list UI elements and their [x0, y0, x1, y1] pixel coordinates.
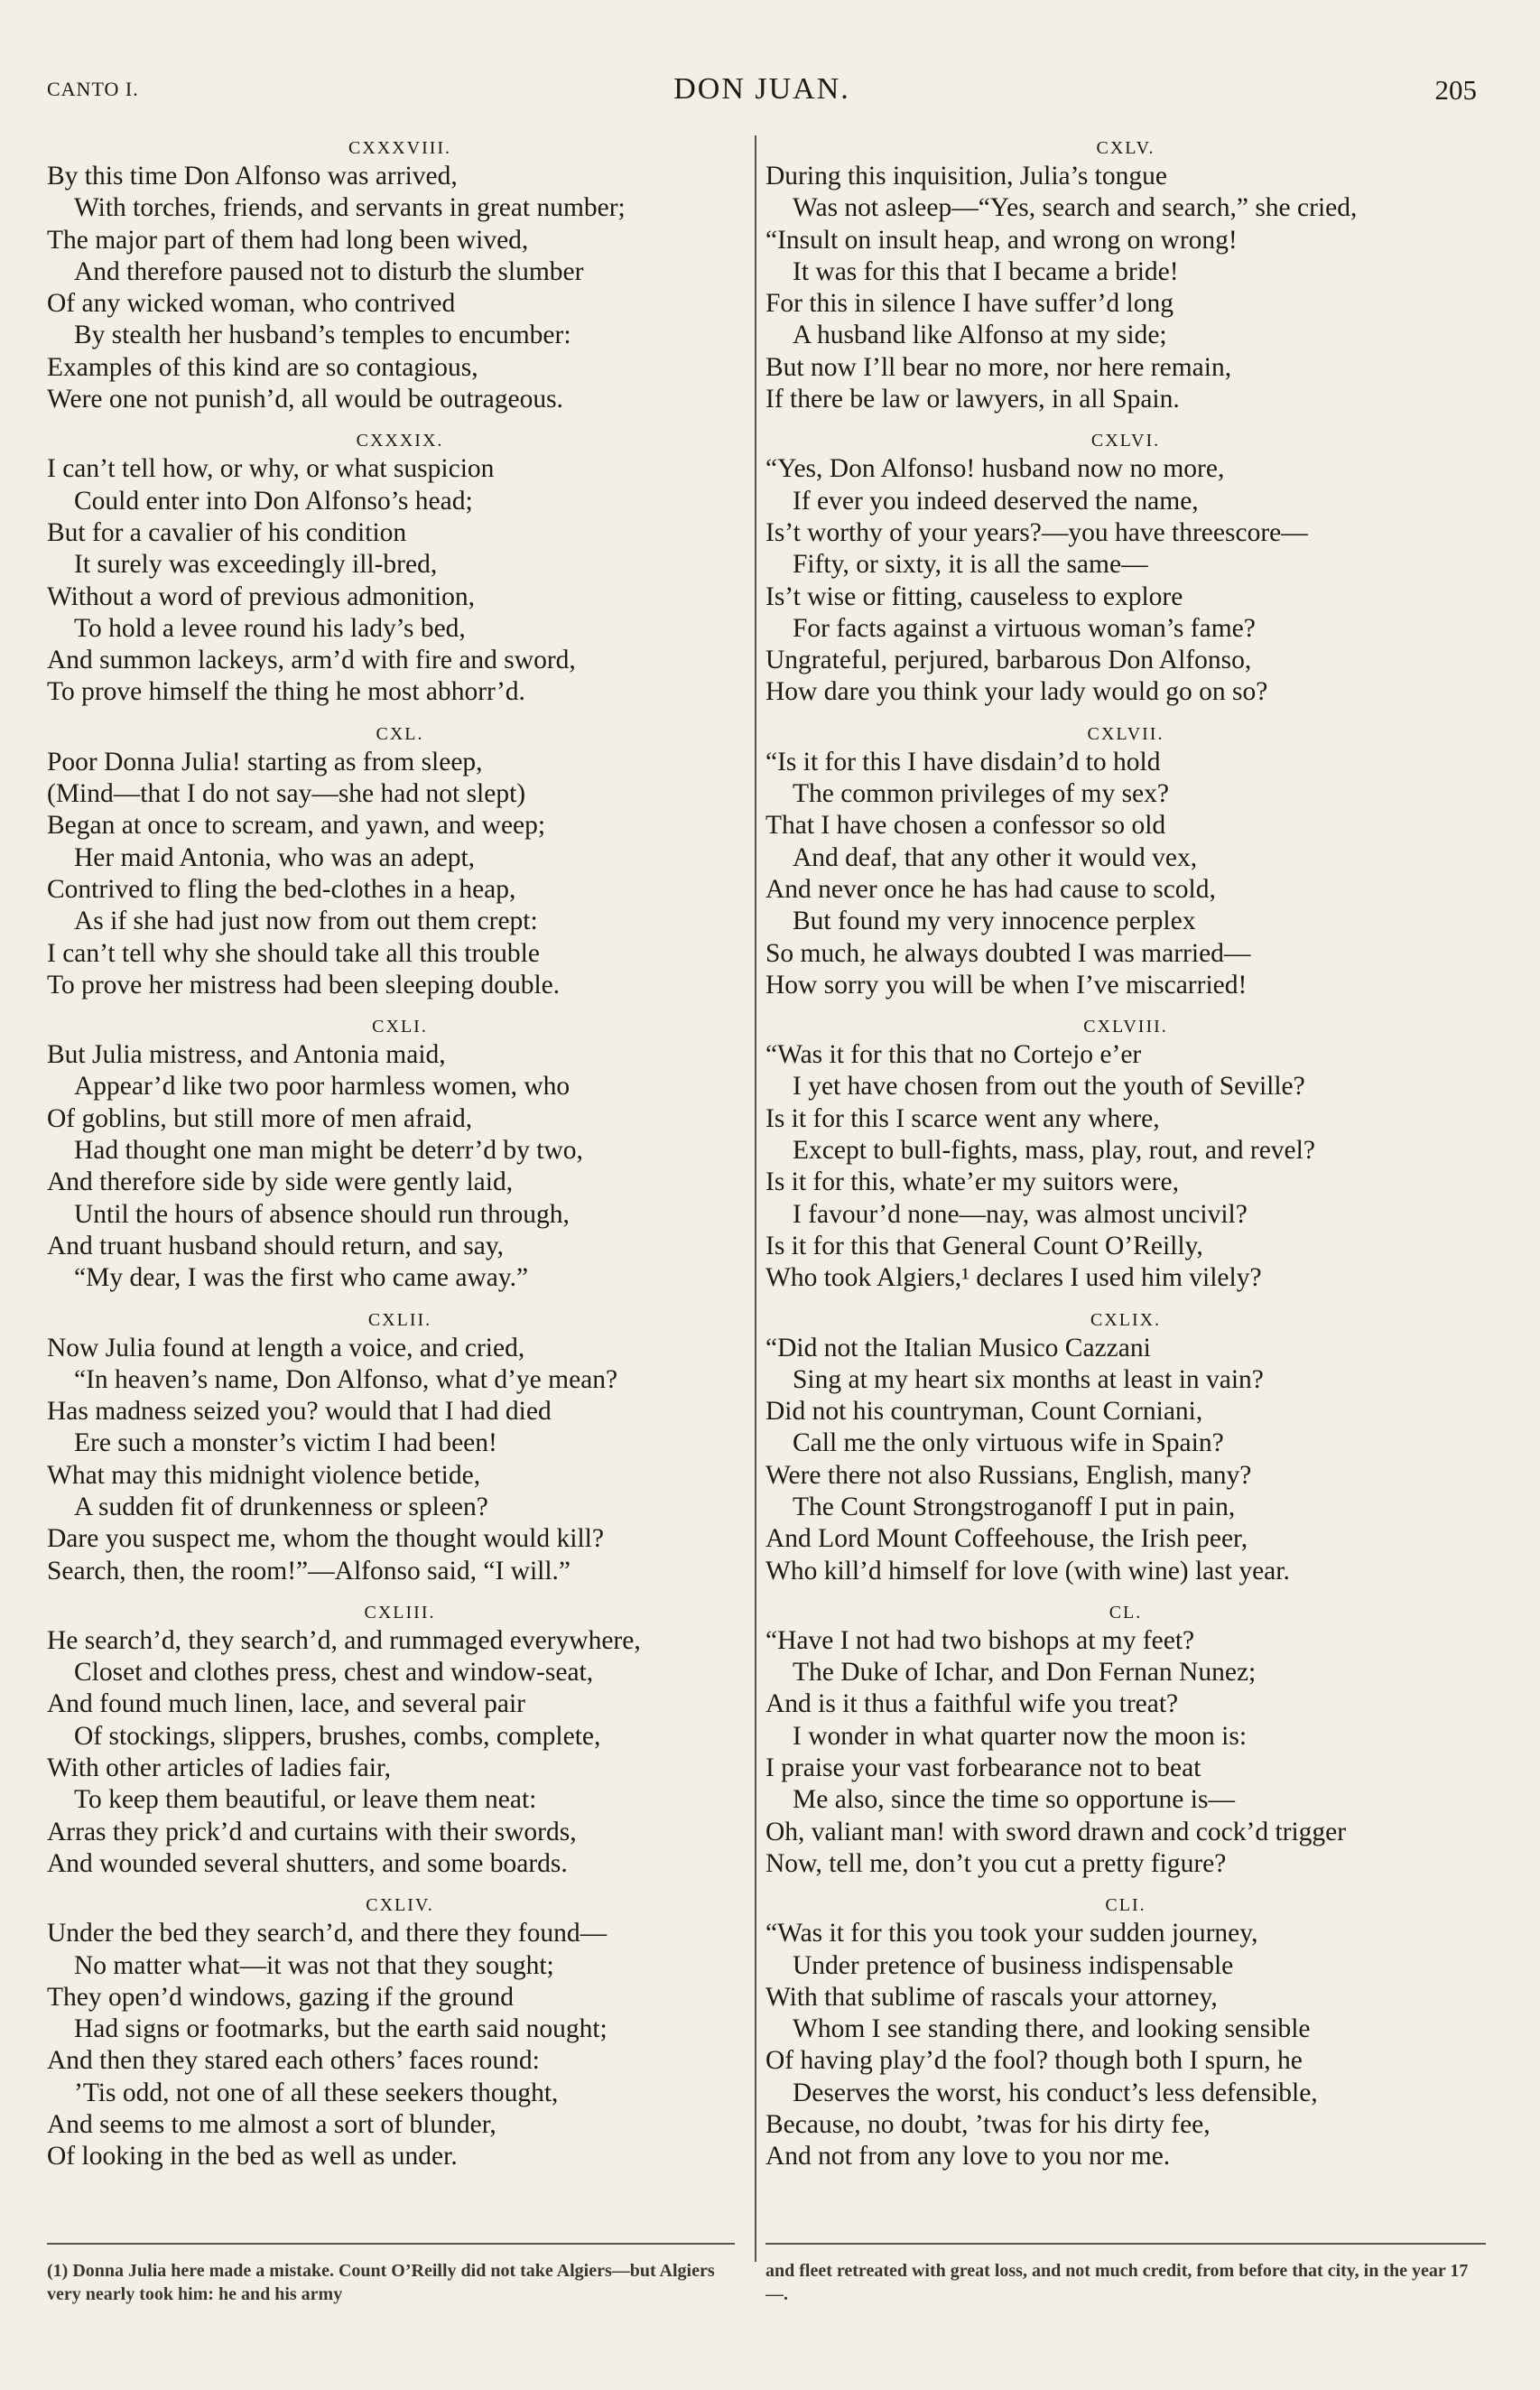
verse-line: But for a cavalier of his condition [47, 517, 407, 547]
stanza [47, 1307, 753, 1587]
verse-line: Deserves the worst, his conduct’s less defensible, [793, 2078, 1318, 2107]
verse-line: I can’t tell why she should take all this trouble [47, 938, 540, 968]
verse-line: Is’t worthy of your years?—you have threescore— [765, 517, 1308, 547]
stanza [47, 135, 753, 415]
verse-line: No matter what—it was not that they sought; [74, 1950, 554, 1980]
verse-line: “Yes, Don Alfonso! husband now no more, [765, 454, 1225, 484]
verse-line: Now Julia found at length a voice, and cried, [47, 1333, 525, 1362]
verse-line: Until the hours of absence should run through, [74, 1199, 570, 1229]
verse-line: And found much linen, lace, and several pair [47, 1689, 525, 1719]
verse-line: And therefore side by side were gently laid, [47, 1167, 514, 1197]
verse-line: “My dear, I was the first who came away.” [74, 1263, 529, 1293]
stanza-numeral: CXLIX. [1090, 1309, 1162, 1330]
verse-line: Who kill’d himself for love (with wine) last year. [765, 1556, 1290, 1586]
verse-line: If ever you indeed deserved the name, [793, 486, 1199, 516]
verse-line: Of goblins, but still more of men afraid, [47, 1103, 473, 1133]
verse-line: Examples of this kind are so contagious, [47, 352, 478, 382]
stanza-numeral: CL. [1109, 1602, 1143, 1623]
verse-line: A husband like Alfonso at my side; [793, 321, 1167, 350]
verse-line: If there be law or lawyers, in all Spain. [765, 385, 1180, 414]
verse-line: Under the bed they search’d, and there they found— [47, 1919, 608, 1948]
verse-line: Now, tell me, don’t you cut a pretty figure? [765, 1848, 1227, 1878]
verse-line: Appear’d like two poor harmless women, who [74, 1072, 571, 1102]
verse-line: Of having play’d the fool? though both I spurn, he [765, 2046, 1303, 2076]
verse-line: But now I’ll bear no more, nor here remain, [765, 352, 1232, 382]
verse-line: “Is it for this I have disdain’d to hold [765, 747, 1161, 777]
stanza-numeral: CXXXVIII. [348, 138, 452, 158]
verse-line: It surely was exceedingly ill-bred, [74, 550, 438, 580]
column-divider [755, 135, 756, 2262]
verse-line: And never once he has had cause to scold, [765, 874, 1216, 904]
verse-line: “Did not the Italian Musico Cazzani [765, 1333, 1151, 1362]
verse-line: Arras they prick’d and curtains with their swords, [47, 1817, 577, 1846]
verse-line: Did not his countryman, Count Corniani, [765, 1397, 1203, 1427]
verse-line: Is it for this that General Count O’Reilly, [765, 1231, 1203, 1260]
verse-line: Dare you suspect me, whom the thought would kill? [47, 1524, 604, 1554]
stanza [765, 1892, 1486, 2172]
verse-line: To prove her mistress had been sleeping double. [47, 970, 561, 1000]
stanza-numeral: CXLV. [1096, 138, 1155, 158]
verse-line: With that sublime of rascals your attorney, [765, 1982, 1218, 2012]
verse-line: And truant husband should return, and say, [47, 1231, 505, 1260]
verse-line: The Count Strongstroganoff I put in pain, [793, 1492, 1236, 1521]
verse-line: Of stockings, slippers, brushes, combs, complete, [74, 1721, 601, 1751]
stanza [765, 135, 1486, 415]
verse-line: And wounded several shutters, and some boards. [47, 1848, 568, 1878]
verse-line: Is it for this, whate’er my suitors were, [765, 1167, 1179, 1197]
stanza [765, 1014, 1486, 1294]
verse-line: It was for this that I became a bride! [793, 256, 1179, 286]
verse-line: So much, he always doubted I was married— [765, 938, 1251, 968]
verse-line: And deaf, that any other it would vex, [793, 842, 1198, 872]
verse-line: With other articles of ladies fair, [47, 1753, 391, 1783]
verse-line: Had signs or footmarks, but the earth said nought; [74, 2014, 608, 2044]
stanza-numeral: CXLIII. [364, 1602, 436, 1623]
verse-line: The major part of them had long been wived, [47, 225, 529, 255]
verse-line: Could enter into Don Alfonso’s head; [74, 486, 473, 516]
verse-line: Were there not also Russians, English, many? [765, 1460, 1252, 1490]
verse-line: Because, no doubt, ’twas for his dirty fee, [765, 2110, 1211, 2140]
stanza [47, 721, 753, 1001]
verse-line: But Julia mistress, and Antonia maid, [47, 1040, 446, 1070]
verse-line: For this in silence I have suffer’d long [765, 289, 1174, 319]
stanza-numeral: CXXXIX. [356, 431, 444, 451]
verse-line: Poor Donna Julia! starting as from sleep, [47, 747, 483, 777]
verse-line: Was not asleep—“Yes, search and search,” she cried, [793, 193, 1358, 223]
verse-line: I praise your vast forbearance not to beat [765, 1753, 1201, 1783]
verse-line: As if she had just now from out them crept: [74, 907, 538, 936]
verse-line: (Mind—that I do not say—she had not slept) [47, 779, 526, 809]
stanza [765, 721, 1486, 1001]
verse-line: Fifty, or sixty, it is all the same— [793, 550, 1148, 580]
verse-line: Is it for this I scarce went any where, [765, 1103, 1160, 1133]
verse-line: Whom I see standing there, and looking sensible [793, 2014, 1311, 2044]
verse-line: Ere such a monster’s victim I had been! [74, 1428, 497, 1458]
verse-line: Began at once to scream, and yawn, and weep; [47, 811, 546, 841]
verse-line: The Duke of Ichar, and Don Fernan Nunez; [793, 1658, 1257, 1688]
verse-line: Search, then, the room!”—Alfonso said, “I will.” [47, 1556, 571, 1586]
verse-line: A sudden fit of drunkenness or spleen? [74, 1492, 488, 1521]
stanza [765, 428, 1486, 708]
verse-line: Has madness seized you? would that I had died [47, 1397, 552, 1427]
verse-line: Contrived to fling the bed-clothes in a heap, [47, 874, 516, 904]
verse-line: To hold a levee round his lady’s bed, [74, 613, 466, 643]
stanza-numeral: CXLII. [367, 1309, 432, 1330]
verse-line: “Insult on insult heap, and wrong on wrong! [765, 225, 1238, 255]
verse-line: And not from any love to you nor me. [765, 2142, 1171, 2171]
verse-line: By stealth her husband’s temples to encumber: [74, 321, 571, 350]
verse-line: I wonder in what quarter now the moon is: [793, 1721, 1248, 1751]
verse-line: “Have I not had two bishops at my feet? [765, 1625, 1195, 1655]
verse-line: Had thought one man might be deterr’d by two, [74, 1136, 583, 1166]
verse-line: But found my very innocence perplex [793, 907, 1196, 936]
verse-line: And Lord Mount Coffeehouse, the Irish peer, [765, 1524, 1248, 1554]
verse-line: They open’d windows, gazing if the ground [47, 1982, 514, 2012]
verse-line: Call me the only virtuous wife in Spain? [793, 1428, 1224, 1458]
verse-line: Ungrateful, perjured, barbarous Don Alfonso, [765, 646, 1252, 675]
verse-line: ’Tis odd, not one of all these seekers thought, [74, 2078, 559, 2107]
verse-line: Her maid Antonia, who was an adept, [74, 842, 476, 872]
verse-line: And seems to me almost a sort of blunder, [47, 2110, 496, 2140]
verse-line: “In heaven’s name, Don Alfonso, what d’ye mean? [74, 1364, 618, 1394]
page-number: 205 [1434, 74, 1477, 106]
verse-line: Closet and clothes press, chest and window-seat, [74, 1658, 594, 1688]
verse-line: And summon lackeys, arm’d with fire and sword, [47, 646, 576, 675]
left-column [47, 135, 753, 2186]
verse-line: Is’t wise or fitting, causeless to explore [765, 581, 1183, 611]
verse-line: By this time Don Alfonso was arrived, [47, 162, 458, 191]
verse-line: Me also, since the time so opportune is— [793, 1785, 1235, 1815]
verse-line: That I have chosen a confessor so old [765, 811, 1166, 841]
stanza [47, 428, 753, 708]
verse-line: I yet have chosen from out the youth of Seville? [793, 1072, 1305, 1102]
right-column [765, 135, 1486, 2186]
stanza [765, 1600, 1486, 1880]
verse-line: Who took Algiers,¹ declares I used him vilely? [765, 1263, 1262, 1293]
verse-line: Under pretence of business indispensable [793, 1950, 1234, 1980]
stanza [47, 1014, 753, 1294]
verse-line: Sing at my heart six months at least in vain? [793, 1364, 1264, 1394]
verse-line: The common privileges of my sex? [793, 779, 1169, 809]
stanza-numeral: CXLVIII. [1083, 1017, 1168, 1037]
verse-line: I can’t tell how, or why, or what suspicion [47, 454, 495, 484]
verse-line: And is it thus a faithful wife you treat? [765, 1689, 1179, 1719]
page-header [47, 72, 1477, 108]
stanza-numeral: CXL. [376, 723, 424, 744]
verse-line: He search’d, they search’d, and rummaged everywhere, [47, 1625, 641, 1655]
stanza [47, 1600, 753, 1880]
verse-line: And therefore paused not to disturb the slumber [74, 256, 584, 286]
verse-line: What may this midnight violence betide, [47, 1460, 481, 1490]
footnote-rule-left [47, 2243, 735, 2245]
verse-line: For facts against a virtuous woman’s fame? [793, 613, 1256, 643]
stanza-numeral: CXLVII. [1087, 723, 1164, 744]
verse-line: Oh, valiant man! with sword drawn and cock’d trigger [765, 1817, 1347, 1846]
footnote-left: (1) Donna Julia here made a mistake. Count O’Reilly did not take Algiers—but Algiers very nearly took him: he and his army [47, 2261, 715, 2304]
verse-line: Of any wicked woman, who contrived [47, 289, 456, 319]
footnote-rule-right [765, 2243, 1486, 2245]
verse-line: To keep them beautiful, or leave them neat: [74, 1785, 537, 1815]
verse-line: And then they stared each others’ faces round: [47, 2046, 540, 2076]
verse-line: To prove himself the thing he most abhorr’d. [47, 677, 525, 707]
verse-line: I favour’d none—nay, was almost uncivil? [793, 1199, 1248, 1229]
verse-line: Were one not punish’d, all would be outrageous. [47, 385, 563, 414]
stanza [47, 1892, 753, 2172]
verse-line: During this inquisition, Julia’s tongue [765, 162, 1167, 191]
running-head-title: DON JUAN. [673, 72, 850, 106]
verse-line: “Was it for this you took your sudden journey, [765, 1919, 1258, 1948]
verse-line: How sorry you will be when I’ve miscarried! [765, 970, 1248, 1000]
stanza-numeral: CXLIV. [366, 1895, 434, 1916]
stanza-numeral: CLI. [1105, 1895, 1146, 1916]
verse-line: Except to bull-fights, mass, play, rout, and revel? [793, 1136, 1315, 1166]
verse-line: How dare you think your lady would go on so? [765, 677, 1268, 707]
verse-line: With torches, friends, and servants in great number; [74, 193, 626, 223]
verse-line: “Was it for this that no Cortejo e’er [765, 1040, 1142, 1070]
verse-line: Of looking in the bed as well as under. [47, 2142, 458, 2171]
stanza [765, 1307, 1486, 1587]
stanza-numeral: CXLI. [372, 1017, 428, 1037]
footnote-right: and fleet retreated with great loss, and not much credit, from before that city, in the year 17—. [765, 2261, 1469, 2304]
stanza-numeral: CXLVI. [1090, 431, 1161, 451]
verse-line: Without a word of previous admonition, [47, 581, 476, 611]
running-head-canto: CANTO I. [47, 78, 139, 100]
